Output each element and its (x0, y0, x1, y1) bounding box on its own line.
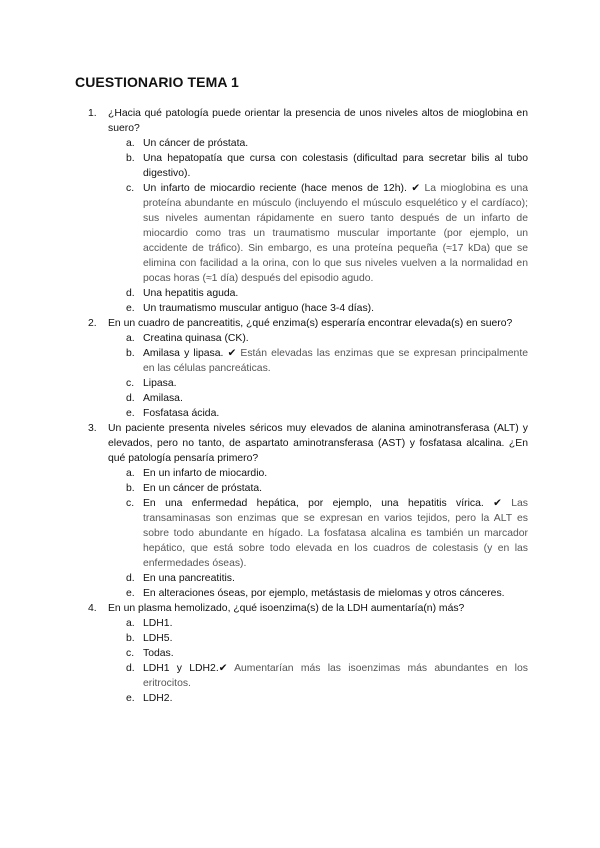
option-letter: b. (126, 348, 135, 359)
option-e (108, 586, 528, 601)
question-2 (88, 316, 528, 421)
option-letter: e. (126, 588, 135, 599)
question-text: En un plasma hemolizado, ¿qué isoenzima(s) de la LDH aumentaría(n) más? (108, 603, 465, 614)
option-letter: d. (126, 573, 135, 584)
option-list (108, 616, 528, 706)
option-text: En un infarto de miocardio. (143, 468, 268, 479)
option-text: Un cáncer de próstata. (143, 138, 249, 149)
option-a (108, 331, 528, 346)
page-title: CUESTIONARIO TEMA 1 (75, 74, 239, 90)
question-1 (88, 106, 528, 316)
option-c (108, 646, 528, 661)
option-text: Una hepatitis aguda. (143, 288, 239, 299)
checkmark-icon: ✔ (218, 663, 228, 674)
option-d (108, 571, 528, 586)
option-e (108, 406, 528, 421)
question-number: 2. (88, 318, 97, 329)
option-c (108, 496, 528, 571)
option-letter: a. (126, 468, 135, 479)
option-letter: b. (126, 153, 135, 164)
question-text: ¿Hacia qué patología puede orientar la presencia de unos niveles altos de mioglobina en suero? (108, 108, 528, 134)
option-letter: d. (126, 288, 135, 299)
checkmark-icon: ✔ (493, 498, 502, 509)
option-letter: b. (126, 633, 135, 644)
option-letter: d. (126, 663, 135, 674)
option-text: LDH1 y LDH2. (143, 663, 219, 674)
option-b (108, 346, 528, 376)
option-letter: e. (126, 408, 135, 419)
option-text: Fosfatasa ácida. (143, 408, 220, 419)
option-b (108, 481, 528, 496)
answer-explanation: Están elevadas las enzimas que se expresan principalmente en las células pancreáticas. (143, 348, 529, 374)
option-letter: e. (126, 303, 135, 314)
option-a (108, 136, 528, 151)
question-4 (88, 601, 528, 706)
option-e (108, 691, 528, 706)
question-text: En un cuadro de pancreatitis, ¿qué enzima(s) esperaría encontrar elevada(s) en suero? (108, 318, 513, 329)
option-d (108, 286, 528, 301)
checkmark-icon: ✔ (227, 348, 237, 359)
option-text: Un infarto de miocardio reciente (hace menos de 12h). (143, 183, 407, 194)
option-list (108, 331, 528, 421)
option-d (108, 661, 528, 691)
option-list (108, 136, 528, 316)
option-letter: a. (126, 333, 135, 344)
question-text: Un paciente presenta niveles séricos muy elevados de alanina aminotransferasa (ALT) y elevados, pero no tanto, de aspartato aminotransferasa (AST) y fosfatasa alcalina. ¿En qué patología pensaría primero? (108, 423, 528, 464)
option-letter: a. (126, 618, 135, 629)
option-letter: e. (126, 693, 135, 704)
option-letter: b. (126, 483, 135, 494)
question-list (88, 106, 528, 706)
option-text: Lipasa. (143, 378, 177, 389)
option-text: LDH2. (143, 693, 173, 704)
option-b (108, 151, 528, 181)
option-text: Amilasa y lipasa. (143, 348, 224, 359)
question-number: 4. (88, 603, 97, 614)
option-a (108, 466, 528, 481)
question-3 (88, 421, 528, 601)
option-a (108, 616, 528, 631)
answer-explanation: Aumentarían más las isoenzimas más abundantes en los eritrocitos. (143, 663, 528, 689)
option-b (108, 631, 528, 646)
option-letter: c. (126, 378, 135, 389)
option-text: LDH1. (143, 618, 173, 629)
option-letter: a. (126, 138, 135, 149)
answer-explanation: Las transaminasas son enzimas que se expresan en varios tejidos, pero la ALT es sobre todo abundante en hígado. La fosfatasa alcalina es también un marcador hepático, que está sobre todo elevada en los cuadros de colestasis (y en las enfermedades óseas). (143, 498, 529, 569)
option-letter: c. (126, 648, 135, 659)
option-e (108, 301, 528, 316)
option-text: En una pancreatitis. (143, 573, 235, 584)
option-text: Creatina quinasa (CK). (143, 333, 249, 344)
option-text: En un cáncer de próstata. (143, 483, 262, 494)
option-text: Un traumatismo muscular antiguo (hace 3-4 días). (143, 303, 375, 314)
option-list (108, 466, 528, 601)
option-text: Todas. (143, 648, 174, 659)
question-number: 3. (88, 423, 97, 434)
answer-explanation: La mioglobina es una proteína abundante en músculo (incluyendo el músculo esquelético y el cardíaco); sus niveles aumentan rápidamente en suero tanto después de un infarto de miocardio como tras un traumatismo muscular importante (por ejemplo, un accidente de tráfico). Sin embargo, es una proteína pequeña (≈17 kDa) que se elimina con facilidad a la orina, con lo que sus niveles vuelven a la normalidad en pocas horas (≈1 día) después del episodio agudo. (143, 183, 529, 284)
option-c (108, 181, 528, 286)
option-text: En una enfermedad hepática, por ejemplo, una hepatitis vírica. (143, 498, 484, 509)
checkmark-icon: ✔ (411, 183, 421, 194)
option-text: Amilasa. (143, 393, 183, 404)
option-letter: c. (126, 183, 135, 194)
option-d (108, 391, 528, 406)
option-text: En alteraciones óseas, por ejemplo, metástasis de mielomas y otros cánceres. (143, 588, 505, 599)
question-number: 1. (88, 108, 97, 119)
option-text: LDH5. (143, 633, 173, 644)
option-c (108, 376, 528, 391)
option-letter: c. (126, 498, 135, 509)
option-text: Una hepatopatía que cursa con colestasis (dificultad para secretar bilis al tubo digestivo). (143, 153, 528, 179)
option-letter: d. (126, 393, 135, 404)
